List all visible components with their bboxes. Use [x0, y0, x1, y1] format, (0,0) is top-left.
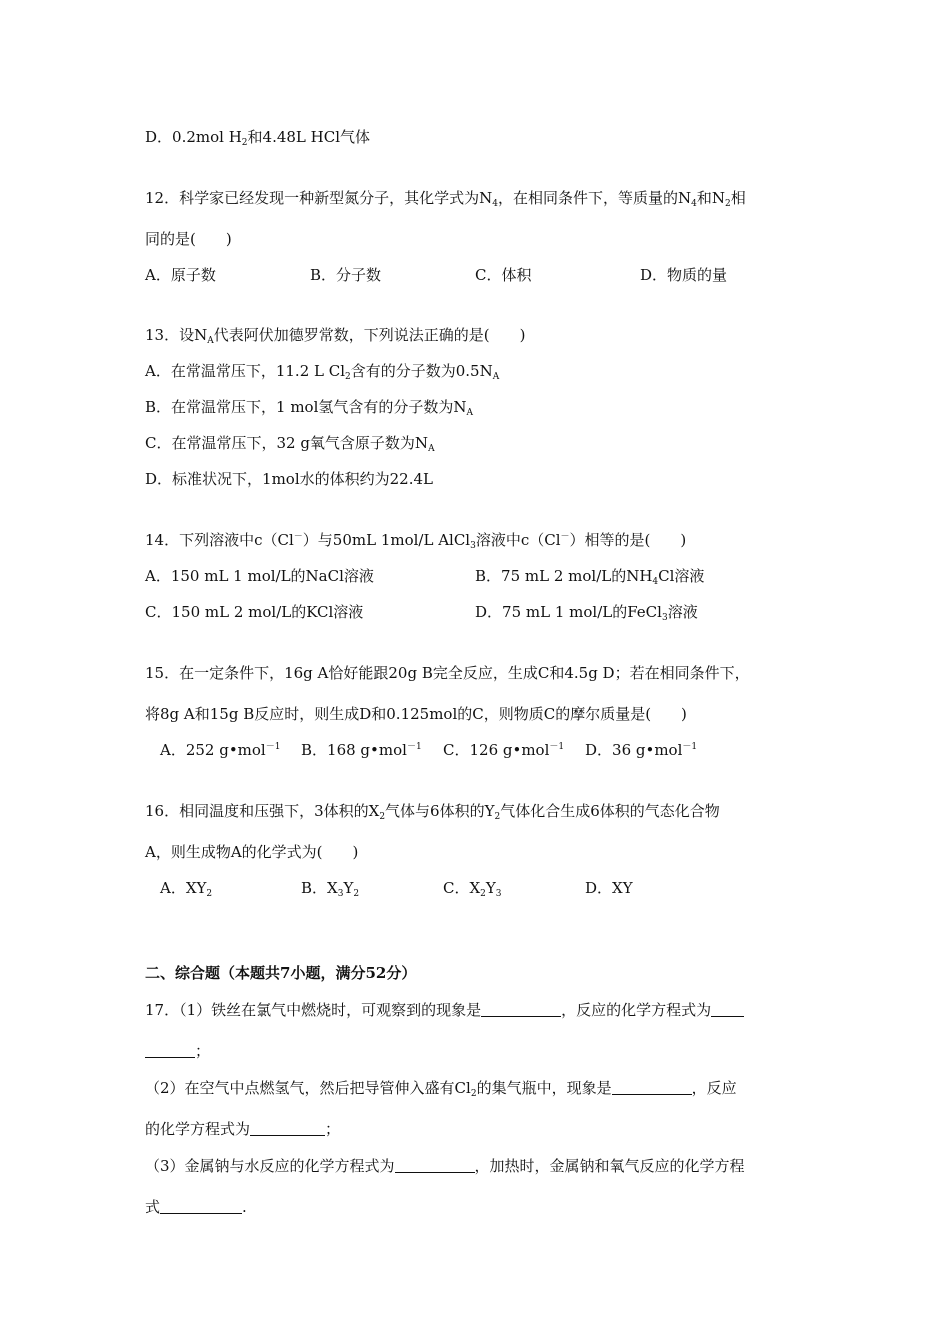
q14-option-a: A．150 mL 1 mol/L的NaCl溶液 [145, 567, 374, 585]
q14-stem: 14．下列溶液中c（Cl－）与50mL 1mol/L AlCl$_3$溶液中c（Cl－）相等的是( ) [145, 531, 687, 551]
q14-option-c: C．150 mL 2 mol/L的KCl溶液 [145, 603, 364, 621]
q15-option-b: B．168 g•mol$^{-1}$ [301, 741, 422, 759]
q15-option-a: A．252 g•mol$^{-1}$ [160, 741, 281, 759]
q14-option-d: D．75 mL 1 mol/L的FeCl$_3$溶液 [475, 603, 698, 623]
q13-option-d: D．标准状况下，1mol水的体积约为22.4L [145, 470, 433, 488]
q17-line6: 式 . [145, 1198, 247, 1216]
q17-line5: （3）金属钠与水反应的化学方程式为 ，加热时，金属钠和氧气反应的化学方程 [145, 1157, 745, 1175]
section-heading: 二、综合题（本题共7小题，满分52分） [145, 964, 417, 982]
q13-option-b: B．在常温常压下，1 mol氢气含有的分子数为$N_A$ [145, 398, 474, 418]
q16-option-d: D．XY [585, 879, 633, 897]
q16-stem-line1: 16．相同温度和压强下，3体积的$X_2$气体与6体积的$Y_2$气体化合生成6体积的气态化合物 [145, 802, 720, 822]
answer-blank[interactable] [395, 1157, 475, 1173]
q12-option-c: C．体积 [475, 266, 532, 284]
answer-blank[interactable] [481, 1001, 561, 1017]
q17-line2: ； [145, 1041, 210, 1061]
q15-stem-line1: 15．在一定条件下，16g A恰好能跟20g B完全反应，生成C和4.5g D；若在相同条件下， [145, 664, 750, 682]
q12-option-b: B．分子数 [310, 266, 382, 284]
q16-stem-line2: A，则生成物A的化学式为( ) [145, 843, 359, 861]
q12-option-a: A．原子数 [145, 266, 216, 284]
answer-blank[interactable] [250, 1120, 325, 1136]
q17-line3: （2）在空气中点燃氢气，然后把导管伸入盛有$Cl_2$的集气瓶中，现象是 ，反应 [145, 1079, 737, 1099]
q16-option-c: C．$X_2Y_3$ [443, 879, 502, 899]
answer-blank[interactable] [160, 1198, 242, 1214]
answer-blank[interactable] [711, 1001, 744, 1017]
q13-option-c: C．在常温常压下，32 g氧气含原子数为$N_A$ [145, 434, 435, 454]
q12-stem-line1: 12．科学家已经发现一种新型氮分子，其化学式为$N_4$，在相同条件下，等质量的$N_4$和$N_2$相 [145, 189, 746, 209]
q12-stem-line2: 同的是( ) [145, 230, 232, 248]
q12-option-d: D．物质的量 [640, 266, 728, 284]
q17-line4: 的化学方程式为 ； [145, 1120, 341, 1138]
q16-option-a: A．$XY_2$ [160, 879, 213, 899]
q17-line1: 17．（1）铁丝在氯气中燃烧时，可观察到的现象是 ，反应的化学方程式为 [145, 1000, 744, 1020]
q15-stem-line2: 将8g A和15g B反应时，则生成D和0.125mol的C，则物质C的摩尔质量是( ) [145, 705, 687, 723]
q11-option-d: D．0.2mol $H_2$和4.48L HCl气体 [145, 128, 371, 148]
answer-blank[interactable] [145, 1042, 195, 1058]
q14-option-b: B．75 mL 2 mol/L的$NH_4Cl$溶液 [475, 567, 705, 587]
q13-option-a: A．在常温常压下，11.2 L $Cl_2$含有的分子数为$0.5N_A$ [145, 362, 500, 382]
answer-blank[interactable] [612, 1079, 692, 1095]
q16-option-b: B．$X_3Y_2$ [301, 879, 360, 899]
q15-option-c: C．126 g•mol$^{-1}$ [443, 741, 565, 759]
q15-option-d: D．36 g•mol$^{-1}$ [585, 741, 698, 759]
q13-stem: 13．设$N_A$代表阿伏加德罗常数，下列说法正确的是( ) [145, 326, 526, 346]
